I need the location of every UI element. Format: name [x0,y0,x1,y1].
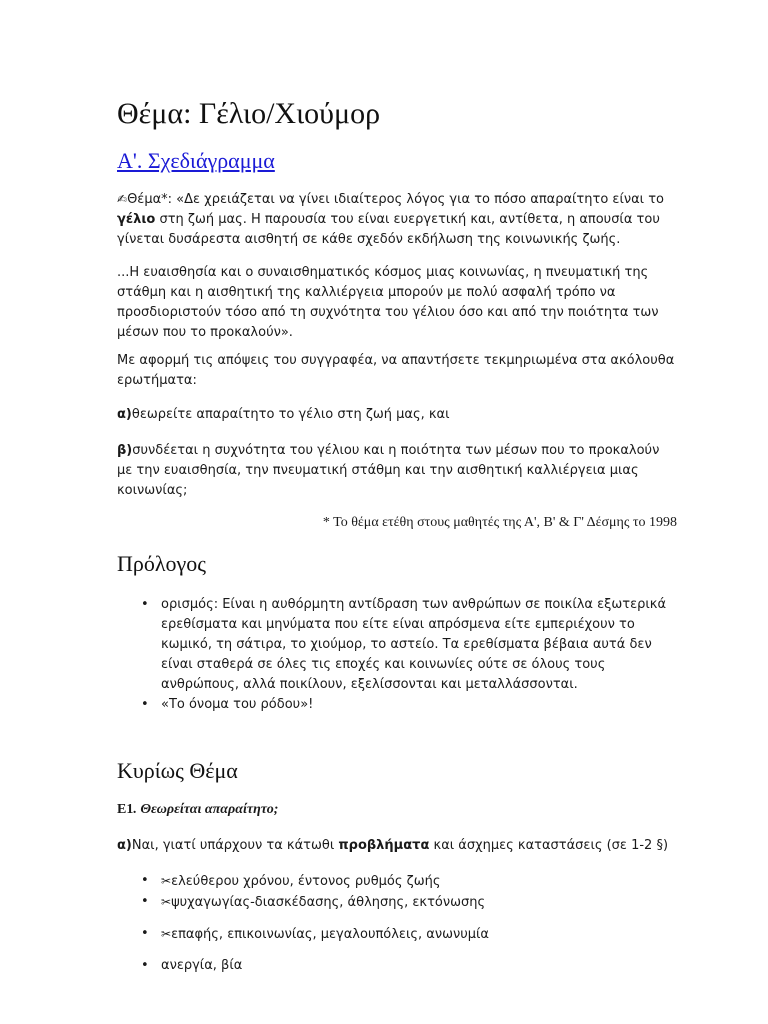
bullet-icon: • [141,597,149,612]
list-item: • ✂ελεύθερου χρόνου, έντονος ρυθμός ζωής [141,873,441,889]
answer-a-bold: προβλήματα [338,838,430,853]
main-heading: Κυρίως Θέμα [117,758,238,783]
bullet-icon: • [141,697,149,712]
section-a-heading[interactable]: Α'. Σχεδιάγραμμα [117,148,275,173]
scissors-icon: ✂ [161,895,172,909]
intro-rest: στη ζωή μας. Η παρουσία του είναι ευεργετική και, αντίθετα, η απουσία του γίνεται δυσάρεστα αισθητή σε κάθε σχεδόν εκδήλωση της κοινωνικής ζωής. [117,212,660,247]
paragraph-2: ...Η ευαισθησία και ο συναισθηματικός κόσμος μιας κοινωνίας, η πνευματική της στάθμη και η αισθητική της καλλιέργεια μπορούν με πολύ ασφαλή τρόπο να προσδιοριστούν τόσο από τη συχνότητα του γέλιου όσο και από την ποιότητα των μέσων που το προκαλούν». [117,265,659,340]
intro-lead: Θέμα*: «Δε χρειάζεται να γίνει ιδιαίτερος λόγος για το πόσο απαραίτητο είναι το [127,192,664,207]
question-b-text: συνδέεται η συχνότητα του γέλιου και η ποιότητα των μέσων που το προκαλούν με την ευαισθησία, την πνευματική στάθμη και την αισθητική καλλιέργεια μιας κοινωνίας; [117,443,660,498]
intro-bold-word: γέλιο [117,212,156,227]
prologue-heading: Πρόλογος [117,551,206,576]
answer-a-label: α) [117,838,132,853]
bullet-icon: • [141,958,149,973]
list-item: • «Το όνομα του ρόδου»! [117,695,677,715]
question-a-text: θεωρείτε απαραίτητο το γέλιο στη ζωή μας, και [131,407,450,422]
scissors-icon: ✂ [161,927,172,941]
e1-text: . Θεωρείται απαραίτητο; [133,802,279,817]
bullet-icon: • [141,926,149,941]
question-b-label: β) [117,443,133,458]
bullet-icon: • [141,873,149,888]
page-title: Θέμα: Γέλιο/Χιούμορ [117,97,381,130]
list-item: • ανεργία, βία [117,956,677,976]
e1-line [117,800,677,820]
list-item: • ✂ψυχαγωγίας-διασκέδασης, άθλησης, εκτόνωσης [141,894,486,910]
answer-a: α)Ναι, γιατί υπάρχουν τα κάτωθι προβλήματα και άσχημες καταστάσεις (σε 1-2 §) [117,838,669,853]
writing-hand-icon: ✍ [117,192,128,206]
e1-label: Ε1 [117,802,134,817]
question-a [117,405,677,425]
scissors-icon: ✂ [161,874,172,888]
problems-list [117,871,677,976]
list-item: • ορισμός: Είναι η αυθόρμητη αντίδραση των ανθρώπων σε ποικίλα εξωτερικά ερεθίσματα και μηνύματα που είτε είναι απρόσμενα είτε εμπεριέχουν το κωμικό, τη σάτιρα, το χιούμορ, το αστείο. Τα ερεθίσματα βέβαια αυτά δεν είναι σταθερά σε όλες τις εποχές και κοινωνίες ούτε σε όλους τους ανθρώπους, αλλά ποικίλουν, εξελίσσονται και μεταλλάσσονται. [141,597,667,692]
bullet-icon: • [141,894,149,909]
footnote: * Το θέμα ετέθη στους μαθητές της Α', Β' & Γ' Δέσμης το 1998 [322,515,677,530]
list-item: • ✂επαφής, επικοινωνίας, μεγαλουπόλεις, ανωνυμία [141,926,489,942]
question-b [117,441,677,501]
paragraph-3: Με αφορμή τις απόψεις του συγγραφέα, να απαντήσετε τεκμηριωμένα στα ακόλουθα ερωτήματα: [117,353,675,388]
intro-paragraph [117,189,677,250]
prologue-list [117,595,677,715]
question-a-label: α) [117,407,132,422]
